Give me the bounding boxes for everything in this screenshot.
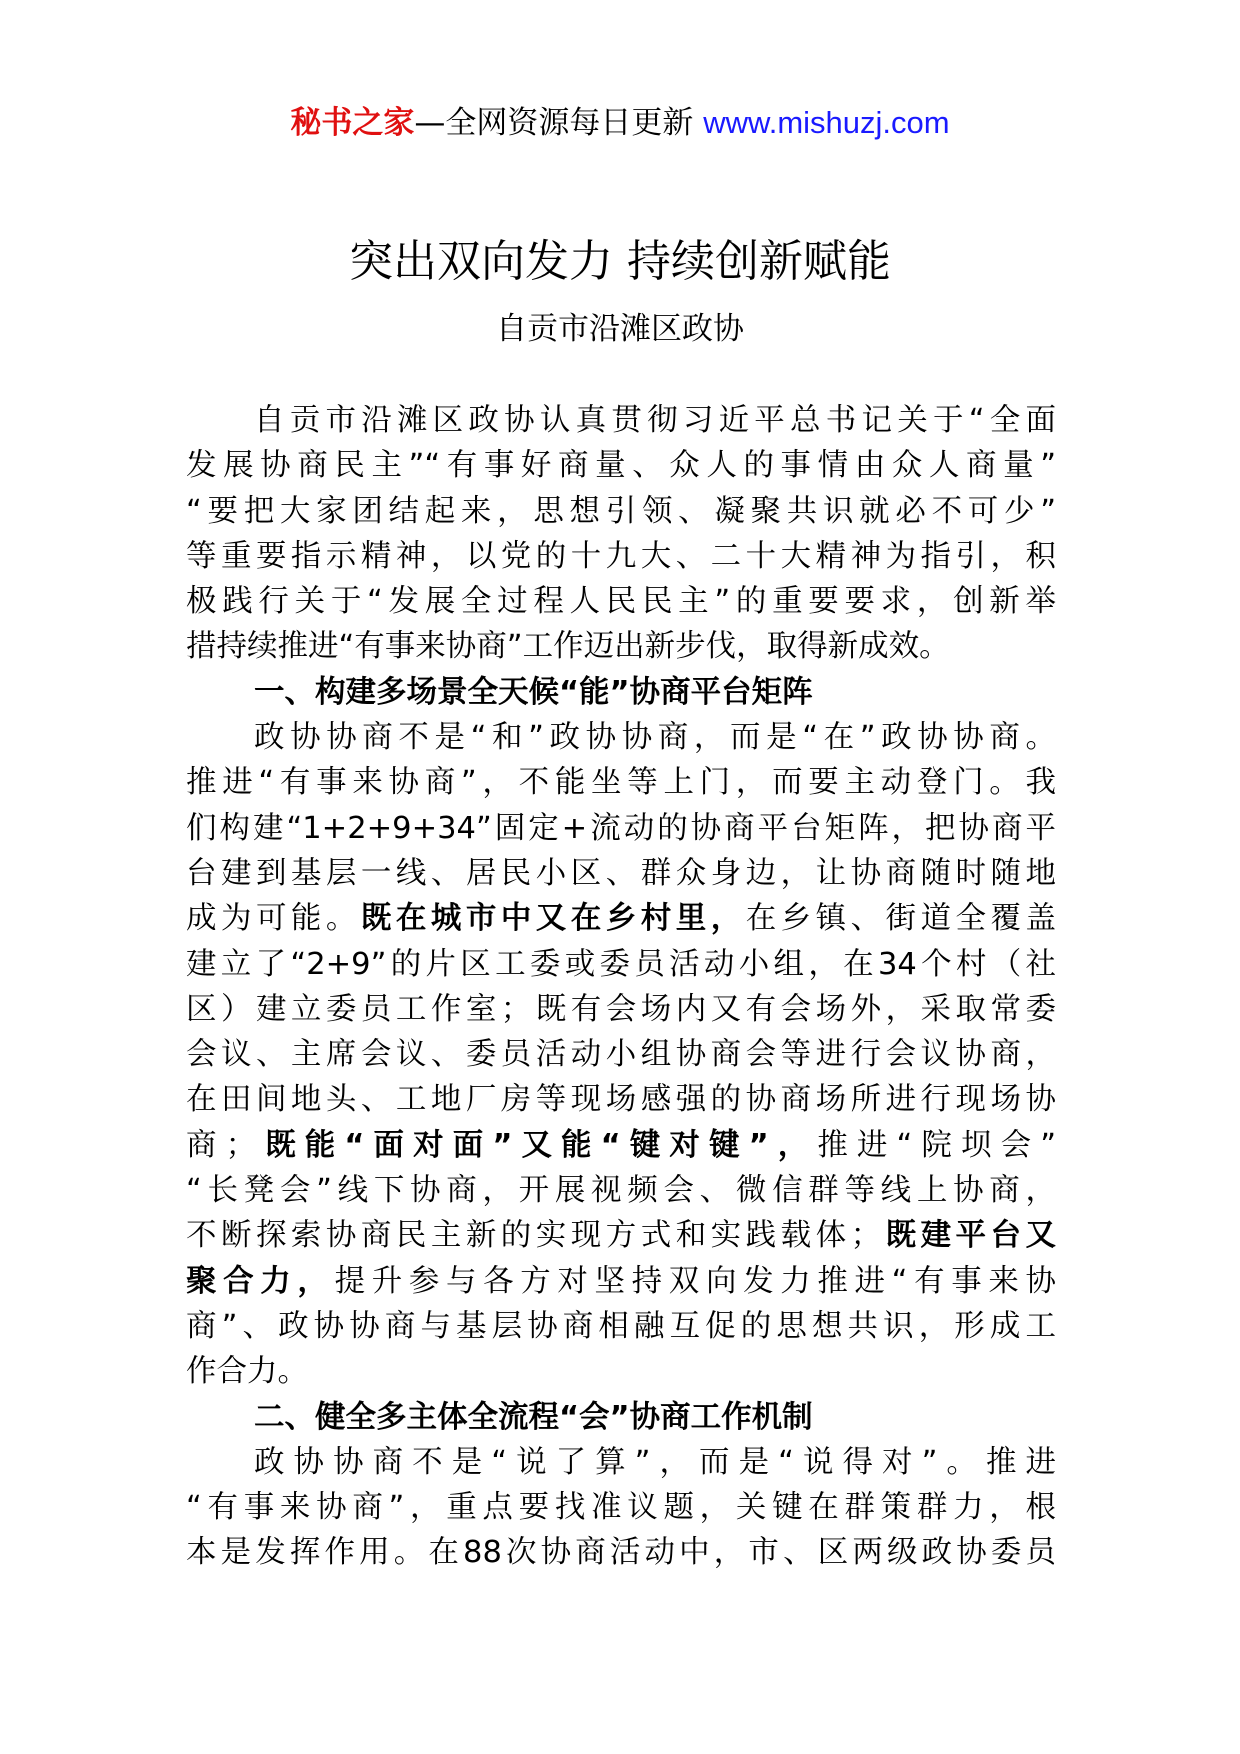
body-line (186, 1213, 1056, 1258)
body-line (186, 942, 1056, 987)
bold-text-run: 聚合力， (186, 1263, 335, 1299)
text-run: 建立了“2+9”的片区工委或委员活动小组，在34个村（社 (186, 946, 1056, 982)
bold-text-run: 既建平台又 (881, 1218, 1057, 1254)
text-run: 台建到基层一线、居民小区、群众身边，让协商随时随地 (186, 855, 1056, 891)
body-line (186, 1123, 1056, 1168)
text-run: 们构建“1+2+9+34”固定+流动的协商平台矩阵，把协商平 (186, 810, 1056, 846)
site-url-link[interactable]: www.mishuzj.com (703, 105, 950, 140)
text-run: 成为可能。 (186, 901, 361, 937)
body-line (186, 489, 1056, 534)
body-line (186, 1304, 1056, 1349)
text-run: 发展协商民主”“有事好商量、众人的事情由众人商量” (186, 448, 1056, 484)
text-run: 推进“院坝会” (817, 1127, 1057, 1163)
text-run: “长凳会”线下协商，开展视频会、微信群等线上协商， (186, 1173, 1056, 1209)
text-run: 自贡市沿滩区政协认真贯彻习近平总书记关于“全面 (254, 403, 1056, 438)
text-run: 在乡镇、街道全覆盖 (745, 901, 1057, 937)
body-line (186, 806, 1056, 851)
text-run: 二、健全多主体全流程“会”协商工作机制 (254, 1399, 813, 1435)
site-banner (0, 100, 1240, 146)
body-line (186, 398, 1056, 443)
body-line (186, 1168, 1056, 1213)
text-run: 极践行关于“发展全过程人民民主”的重要要求，创新举 (186, 584, 1056, 620)
body-line (186, 1485, 1056, 1530)
body-line (186, 1349, 1056, 1394)
body-line (186, 896, 1056, 941)
body-line (186, 1530, 1056, 1575)
text-run: 政协协商不是“和”政协协商，而是“在”政协协商。 (254, 720, 1056, 756)
text-run: “要把大家团结起来，思想引领、凝聚共识就必不可少” (186, 493, 1056, 529)
bold-text-run: 既在城市中又在乡村里， (360, 901, 746, 937)
text-run: 一、构建多场景全天候“能”协商平台矩阵 (254, 674, 813, 710)
body-line (186, 624, 1056, 669)
text-run: 商； (186, 1127, 257, 1163)
site-tagline: —全网资源每日更新 (414, 105, 694, 141)
text-run: 区）建立委员工作室；既有会场内又有会场外，采取常委 (186, 991, 1056, 1027)
body-line (186, 715, 1056, 760)
body-line (186, 1259, 1056, 1304)
text-run: 会议、主席会议、委员活动小组协商会等进行会议协商， (186, 1037, 1056, 1073)
body-line (186, 1032, 1056, 1077)
text-run: 在田间地头、工地厂房等现场感强的协商场所进行现场协 (186, 1082, 1056, 1118)
section-heading-2 (186, 1395, 1056, 1440)
body-line (186, 1077, 1056, 1122)
text-run: 措持续推进“有事来协商”工作迈出新步伐，取得新成效。 (186, 629, 950, 665)
text-run: 不断探索协商民主新的实现方式和实践载体； (186, 1218, 882, 1254)
text-run: 提升参与各方对坚持双向发力推进“有事来协 (334, 1263, 1056, 1299)
article-body (186, 398, 1056, 1576)
body-line (186, 579, 1056, 624)
document-title: 突出双向发力 持续创新赋能 (349, 236, 891, 287)
bold-text-run: 既能“面对面”又能“键对键”， (256, 1127, 818, 1163)
document-author: 自贡市沿滩区政协 (496, 311, 744, 347)
body-line (186, 1440, 1056, 1485)
text-run: 等重要指示精神，以党的十九大、二十大精神为指引，积 (186, 538, 1056, 574)
body-line (186, 443, 1056, 488)
body-line (186, 851, 1056, 896)
text-run: 推进“有事来协商”，不能坐等上门，而要主动登门。我 (186, 765, 1056, 801)
text-run: 本是发挥作用。在88次协商活动中，市、区两级政协委员 (186, 1535, 1056, 1571)
text-run: 政协协商不是“说了算”，而是“说得对”。推进 (254, 1444, 1056, 1480)
body-line (186, 987, 1056, 1032)
text-run: 商”、政协协商与基层协商相融互促的思想共识，形成工 (186, 1308, 1056, 1344)
body-line (186, 760, 1056, 805)
section-heading-1 (186, 670, 1056, 715)
text-run: “有事来协商”，重点要找准议题，关键在群策群力，根 (186, 1490, 1056, 1526)
site-brand: 秘书之家 (290, 105, 415, 141)
body-line (186, 534, 1056, 579)
text-run: 作合力。 (186, 1354, 308, 1390)
